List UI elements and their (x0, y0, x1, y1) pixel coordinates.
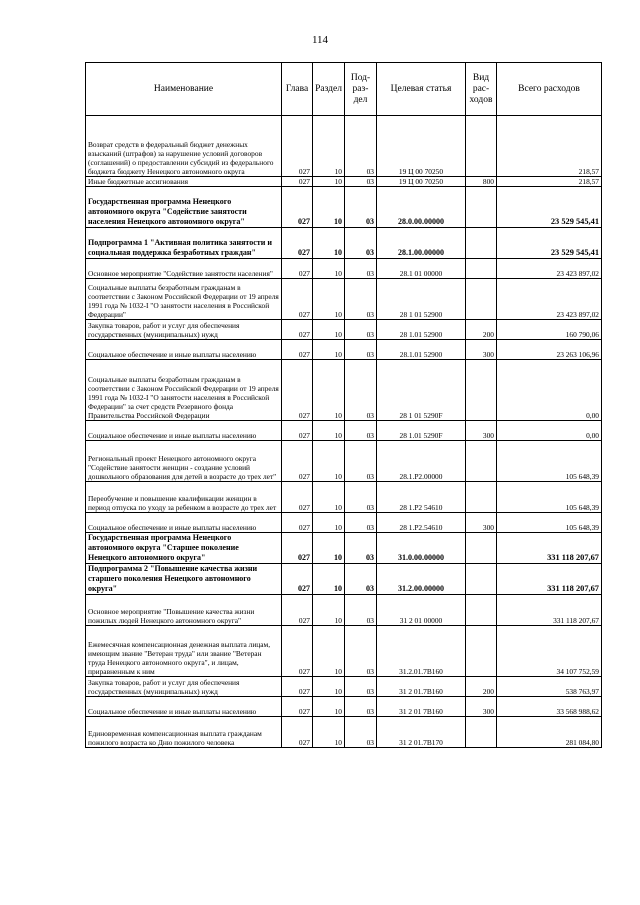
table-row (86, 259, 602, 279)
cell-name: Государственная программа Ненецкого автономного округа "Старшее поколение Ненецкого автономного округа" (86, 533, 282, 564)
cell-podrazdel: 03 (345, 187, 377, 228)
cell-glava: 027 (282, 595, 313, 626)
cell-vid (466, 116, 497, 177)
table-row (86, 340, 602, 360)
cell-podrazdel: 03 (345, 533, 377, 564)
cell-glava: 027 (282, 340, 313, 360)
cell-tselevaya: 31 2 01.7В160 (377, 677, 466, 697)
cell-tselevaya: 31 2 01.7В170 (377, 717, 466, 748)
cell-glava: 027 (282, 421, 313, 441)
cell-razdel: 10 (313, 187, 345, 228)
cell-name: Возврат средств в федеральный бюджет денежных взысканий (штрафов) за нарушение условий договоров (соглашений) о предоставлении субсидий из федерального бюджета бюджету Ненецкого автономного округа (86, 116, 282, 177)
cell-tselevaya: 28 1 01 52900 (377, 279, 466, 320)
cell-tselevaya: 31.2.01.7В160 (377, 626, 466, 677)
cell-total: 23 423 897,02 (497, 259, 602, 279)
cell-podrazdel: 03 (345, 279, 377, 320)
cell-total: 160 790,06 (497, 320, 602, 340)
cell-glava: 027 (282, 320, 313, 340)
cell-podrazdel: 03 (345, 340, 377, 360)
cell-name: Закупка товаров, работ и услуг для обеспечения государственных (муниципальных) нужд (86, 677, 282, 697)
table-row (86, 564, 602, 595)
cell-total: 331 118 207,67 (497, 564, 602, 595)
cell-razdel: 10 (313, 116, 345, 177)
cell-tselevaya: 28.1.00.00000 (377, 228, 466, 259)
header-name: Наименование (86, 63, 282, 116)
cell-total: 0,00 (497, 360, 602, 421)
cell-tselevaya: 28 1.01 52900 (377, 320, 466, 340)
cell-glava: 027 (282, 533, 313, 564)
table-row (86, 228, 602, 259)
cell-name: Социальное обеспечение и иные выплаты населению (86, 421, 282, 441)
header-vid: Вид рас-ходов (466, 63, 497, 116)
cell-name: Закупка товаров, работ и услуг для обеспечения государственных (муниципальных) нужд (86, 320, 282, 340)
cell-razdel: 10 (313, 564, 345, 595)
cell-total: 34 107 752,59 (497, 626, 602, 677)
table-row (86, 677, 602, 697)
cell-name: Социальное обеспечение и иные выплаты населению (86, 697, 282, 717)
cell-total: 0,00 (497, 421, 602, 441)
cell-glava: 027 (282, 513, 313, 533)
table-row (86, 441, 602, 482)
cell-name: Ежемесячная компенсационная денежная выплата лицам, имеющим звание "Ветеран труда" или звание "Ветеран труда Ненецкого автономного округа", и лицам, приравненным к ним (86, 626, 282, 677)
cell-name: Иные бюджетные ассигнования (86, 177, 282, 187)
cell-tselevaya: 28 1 01 5290F (377, 360, 466, 421)
cell-total: 23 263 106,96 (497, 340, 602, 360)
table-row (86, 513, 602, 533)
cell-tselevaya: 31 2 01 00000 (377, 595, 466, 626)
cell-vid (466, 360, 497, 421)
cell-total: 23 529 545,41 (497, 187, 602, 228)
cell-razdel: 10 (313, 441, 345, 482)
cell-name: Региональный проект Ненецкого автономного округа "Содействие занятости женщин - создание условий дошкольного образования для детей в возрасте до трех лет" (86, 441, 282, 482)
cell-tselevaya: 28.1.01 52900 (377, 340, 466, 360)
cell-tselevaya: 28.1 01 00000 (377, 259, 466, 279)
table-row (86, 717, 602, 748)
cell-podrazdel: 03 (345, 513, 377, 533)
cell-razdel: 10 (313, 513, 345, 533)
cell-total: 23 529 545,41 (497, 228, 602, 259)
cell-name: Подпрограмма 2 "Повышение качества жизни старшего поколения Ненецкого автономного округа" (86, 564, 282, 595)
cell-name: Подпрограмма 1 "Активная политика занятости и социальная поддержка безработных граждан" (86, 228, 282, 259)
table-row (86, 533, 602, 564)
table-row (86, 697, 602, 717)
table-row (86, 360, 602, 421)
cell-razdel: 10 (313, 360, 345, 421)
cell-glava: 027 (282, 697, 313, 717)
cell-vid: 200 (466, 677, 497, 697)
cell-podrazdel: 03 (345, 564, 377, 595)
cell-glava: 027 (282, 564, 313, 595)
table-row (86, 626, 602, 677)
table-row (86, 595, 602, 626)
cell-vid: 800 (466, 177, 497, 187)
cell-total: 331 118 207,67 (497, 533, 602, 564)
cell-vid (466, 441, 497, 482)
cell-podrazdel: 03 (345, 177, 377, 187)
cell-vid (466, 279, 497, 320)
cell-total: 218,57 (497, 116, 602, 177)
cell-tselevaya: 31.0.00.00000 (377, 533, 466, 564)
header-total: Всего расходов (497, 63, 602, 116)
header-glava: Глава (282, 63, 313, 116)
cell-name: Социальное обеспечение и иные выплаты населению (86, 513, 282, 533)
cell-glava: 027 (282, 717, 313, 748)
cell-tselevaya: 28.1.P2.00000 (377, 441, 466, 482)
header-tselevaya: Целевая статья (377, 63, 466, 116)
cell-vid (466, 228, 497, 259)
cell-podrazdel: 03 (345, 677, 377, 697)
cell-vid (466, 717, 497, 748)
cell-name: Государственная программа Ненецкого автономного округа "Содействие занятости населения Ненецкого автономного округа" (86, 187, 282, 228)
budget-table (85, 62, 602, 748)
cell-vid: 300 (466, 340, 497, 360)
cell-podrazdel: 03 (345, 717, 377, 748)
cell-podrazdel: 03 (345, 228, 377, 259)
cell-name: Социальные выплаты безработным гражданам в соответствии с Законом Российской Федерации от 19 апреля 1991 года № 1032-I "О занятости населения в Российской Федерации" (86, 279, 282, 320)
table-row (86, 177, 602, 187)
cell-podrazdel: 03 (345, 116, 377, 177)
cell-vid (466, 482, 497, 513)
cell-tselevaya: 28.0.00.00000 (377, 187, 466, 228)
table-row (86, 116, 602, 177)
cell-razdel: 10 (313, 279, 345, 320)
cell-razdel: 10 (313, 717, 345, 748)
cell-vid (466, 564, 497, 595)
cell-vid: 300 (466, 697, 497, 717)
cell-name: Социальное обеспечение и иные выплаты населению (86, 340, 282, 360)
cell-podrazdel: 03 (345, 320, 377, 340)
cell-glava: 027 (282, 279, 313, 320)
table-row (86, 320, 602, 340)
table-row (86, 421, 602, 441)
header-podrazdel: Под-раз-дел (345, 63, 377, 116)
cell-razdel: 10 (313, 697, 345, 717)
table-row (86, 482, 602, 513)
cell-razdel: 10 (313, 259, 345, 279)
cell-vid (466, 595, 497, 626)
cell-tselevaya: 28 1.01 5290F (377, 421, 466, 441)
cell-tselevaya: 28 1.P2 54610 (377, 482, 466, 513)
cell-vid: 200 (466, 320, 497, 340)
cell-total: 218,57 (497, 177, 602, 187)
cell-total: 33 568 988,62 (497, 697, 602, 717)
table-header-row (86, 63, 602, 116)
cell-glava: 027 (282, 177, 313, 187)
cell-glava: 027 (282, 626, 313, 677)
cell-tselevaya: 28 1.P2.54610 (377, 513, 466, 533)
cell-total: 105 648,39 (497, 441, 602, 482)
cell-razdel: 10 (313, 421, 345, 441)
cell-razdel: 10 (313, 320, 345, 340)
cell-podrazdel: 03 (345, 421, 377, 441)
cell-name: Социальные выплаты безработным гражданам в соответствии с Законом Российской Федерации от 19 апреля 1991 года № 1032-I "О занятости населения в Российской Федерации" за счет средств Резервного фонда Правительства Российской Федерации (86, 360, 282, 421)
cell-glava: 027 (282, 259, 313, 279)
cell-glava: 027 (282, 116, 313, 177)
cell-total: 281 084,80 (497, 717, 602, 748)
cell-razdel: 10 (313, 626, 345, 677)
cell-vid (466, 259, 497, 279)
cell-glava: 027 (282, 441, 313, 482)
cell-total: 23 423 897,02 (497, 279, 602, 320)
cell-podrazdel: 03 (345, 626, 377, 677)
cell-razdel: 10 (313, 482, 345, 513)
cell-glava: 027 (282, 228, 313, 259)
cell-name: Основное мероприятие "Повышение качества жизни пожилых людей Ненецкого автономного округа" (86, 595, 282, 626)
cell-podrazdel: 03 (345, 360, 377, 421)
cell-total: 105 648,39 (497, 513, 602, 533)
cell-tselevaya: 31.2.00.00000 (377, 564, 466, 595)
cell-glava: 027 (282, 677, 313, 697)
cell-vid: 300 (466, 421, 497, 441)
table-row (86, 279, 602, 320)
cell-glava: 027 (282, 360, 313, 421)
table-row (86, 187, 602, 228)
cell-name: Переобучение и повышение квалификации женщин в период отпуска по уходу за ребенком в возрасте до трех лет (86, 482, 282, 513)
cell-razdel: 10 (313, 340, 345, 360)
cell-podrazdel: 03 (345, 482, 377, 513)
cell-vid (466, 533, 497, 564)
cell-razdel: 10 (313, 677, 345, 697)
page-number: 114 (311, 34, 329, 46)
cell-vid: 300 (466, 513, 497, 533)
cell-total: 105 648,39 (497, 482, 602, 513)
cell-podrazdel: 03 (345, 441, 377, 482)
cell-total: 538 763,97 (497, 677, 602, 697)
cell-vid (466, 187, 497, 228)
header-razdel: Раздел (313, 63, 345, 116)
cell-tselevaya: 19 Ц 00 70250 (377, 116, 466, 177)
cell-tselevaya: 31 2 01 7В160 (377, 697, 466, 717)
cell-vid (466, 626, 497, 677)
cell-razdel: 10 (313, 533, 345, 564)
cell-glava: 027 (282, 187, 313, 228)
cell-tselevaya: 19 Ц 00 70250 (377, 177, 466, 187)
cell-podrazdel: 03 (345, 595, 377, 626)
cell-total: 331 118 207,67 (497, 595, 602, 626)
cell-name: Основное мероприятие "Содействие занятости населения" (86, 259, 282, 279)
cell-podrazdel: 03 (345, 697, 377, 717)
cell-razdel: 10 (313, 228, 345, 259)
cell-razdel: 10 (313, 177, 345, 187)
cell-razdel: 10 (313, 595, 345, 626)
cell-podrazdel: 03 (345, 259, 377, 279)
cell-glava: 027 (282, 482, 313, 513)
cell-name: Единовременная компенсационная выплата гражданам пожилого возраста ко Дню пожилого человека (86, 717, 282, 748)
